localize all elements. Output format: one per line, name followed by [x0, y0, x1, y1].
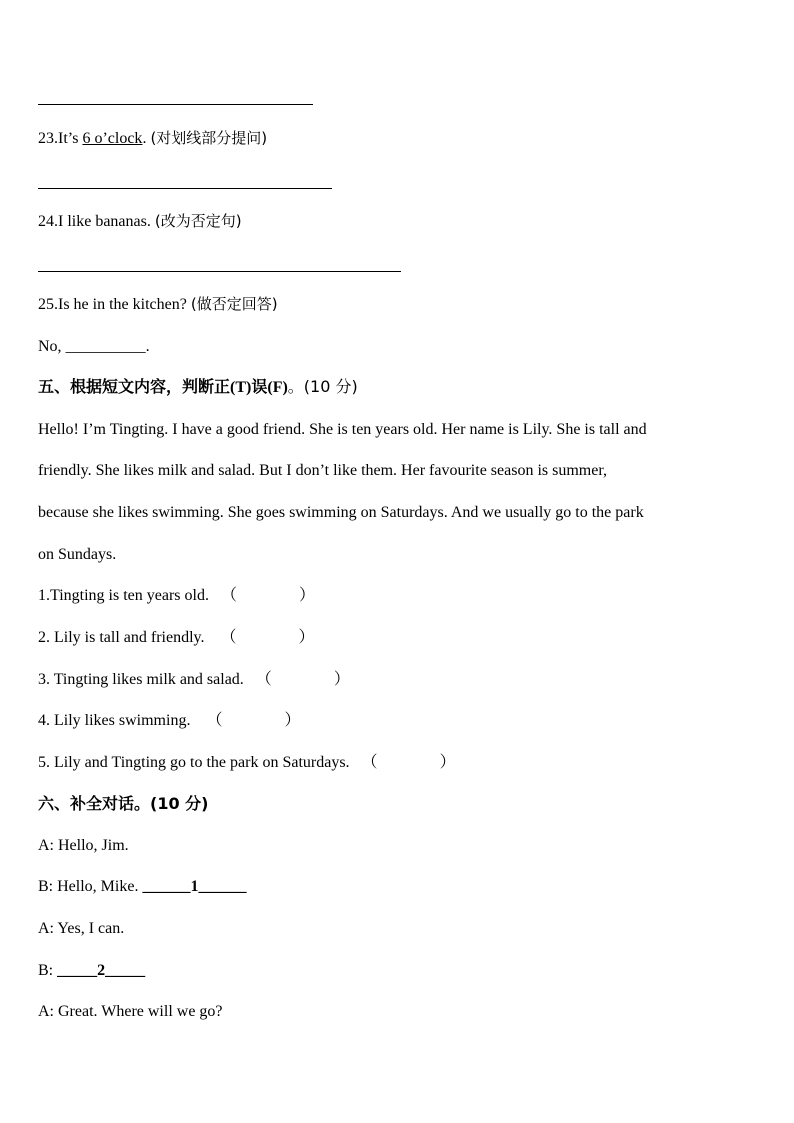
question-text: . [142, 130, 151, 147]
passage-line: on Sundays. [38, 546, 117, 563]
answer-line-q24[interactable] [38, 271, 401, 272]
question-text: It’s [58, 130, 83, 147]
question-text: Is he in the kitchen? [58, 296, 191, 313]
question-number: 23. [38, 130, 58, 147]
dialogue-line-5: A: Great. Where will we go? [38, 1003, 223, 1020]
heading-false-marker: (F) [267, 379, 288, 396]
dialogue-line-4 [38, 961, 145, 981]
dialogue-line-1: A: Hello, Jim. [38, 837, 129, 854]
statement-5 [38, 753, 456, 773]
question-instruction: (改为否定句) [154, 212, 242, 230]
question-23 [38, 128, 267, 149]
question-number: 24. [38, 213, 58, 230]
question-number: 25. [38, 296, 58, 313]
answer-parentheses[interactable]: （ ） [361, 754, 456, 771]
dialogue-text: B: Hello, Mike. [38, 878, 143, 895]
heading-text: 五、根据短文内容，判断正 [38, 377, 231, 396]
answer-parentheses[interactable]: （ ） [255, 671, 350, 688]
statement-text: 5. Lily and Tingting go to the park on Saturdays. [38, 754, 350, 771]
statement-text: 1.Tingting is ten years old. [38, 587, 209, 604]
question-instruction: (做否定回答) [190, 295, 278, 313]
answer-blank[interactable]: __________ [65, 338, 146, 355]
statement-text: 4. Lily likes swimming. [38, 712, 191, 729]
answer-parentheses[interactable]: （ ） [206, 712, 301, 729]
section-six-heading: 六、补全对话。(10 分) [38, 794, 209, 813]
dialogue-line-2 [38, 877, 246, 897]
dialogue-line-3: A: Yes, I can. [38, 920, 125, 937]
question-instruction: (对划线部分提问) [150, 129, 268, 147]
question-text: I like bananas. [58, 213, 155, 230]
dialogue-blank-1[interactable]: ______1______ [142, 878, 247, 895]
heading-points: 。(10 分) [287, 377, 358, 396]
question-24 [38, 211, 242, 232]
dialogue-text: B: [38, 962, 58, 979]
section-five-heading [38, 377, 358, 398]
statement-2 [38, 628, 315, 648]
answer-prefix: No, [38, 338, 66, 355]
passage-line: because she likes swimming. She goes swimming on Saturdays. And we usually go to the park [38, 504, 644, 521]
dialogue-blank-2[interactable]: _____2_____ [57, 962, 146, 979]
answer-parentheses[interactable]: （ ） [220, 629, 315, 646]
answer-suffix: . [145, 338, 150, 355]
answer-line-q22[interactable] [38, 104, 313, 105]
passage-line: Hello! I’m Tingting. I have a good friend. She is ten years old. Her name is Lily. She is tall and [38, 421, 647, 438]
heading-true-marker: (T) [230, 379, 252, 396]
answer-parentheses[interactable]: （ ） [220, 587, 315, 604]
answer-line-q23[interactable] [38, 188, 332, 189]
heading-text: 误 [251, 377, 268, 396]
statement-3 [38, 670, 350, 690]
statement-4 [38, 711, 300, 731]
passage-line: friendly. She likes milk and salad. But I don’t like them. Her favourite season is summer, [38, 462, 608, 479]
statement-text: 2. Lily is tall and friendly. [38, 629, 205, 646]
underlined-phrase: 6 o’clock [82, 130, 143, 147]
question-25 [38, 294, 278, 315]
question-25-answer [38, 337, 150, 357]
statement-text: 3. Tingting likes milk and salad. [38, 671, 244, 688]
statement-1 [38, 586, 315, 606]
